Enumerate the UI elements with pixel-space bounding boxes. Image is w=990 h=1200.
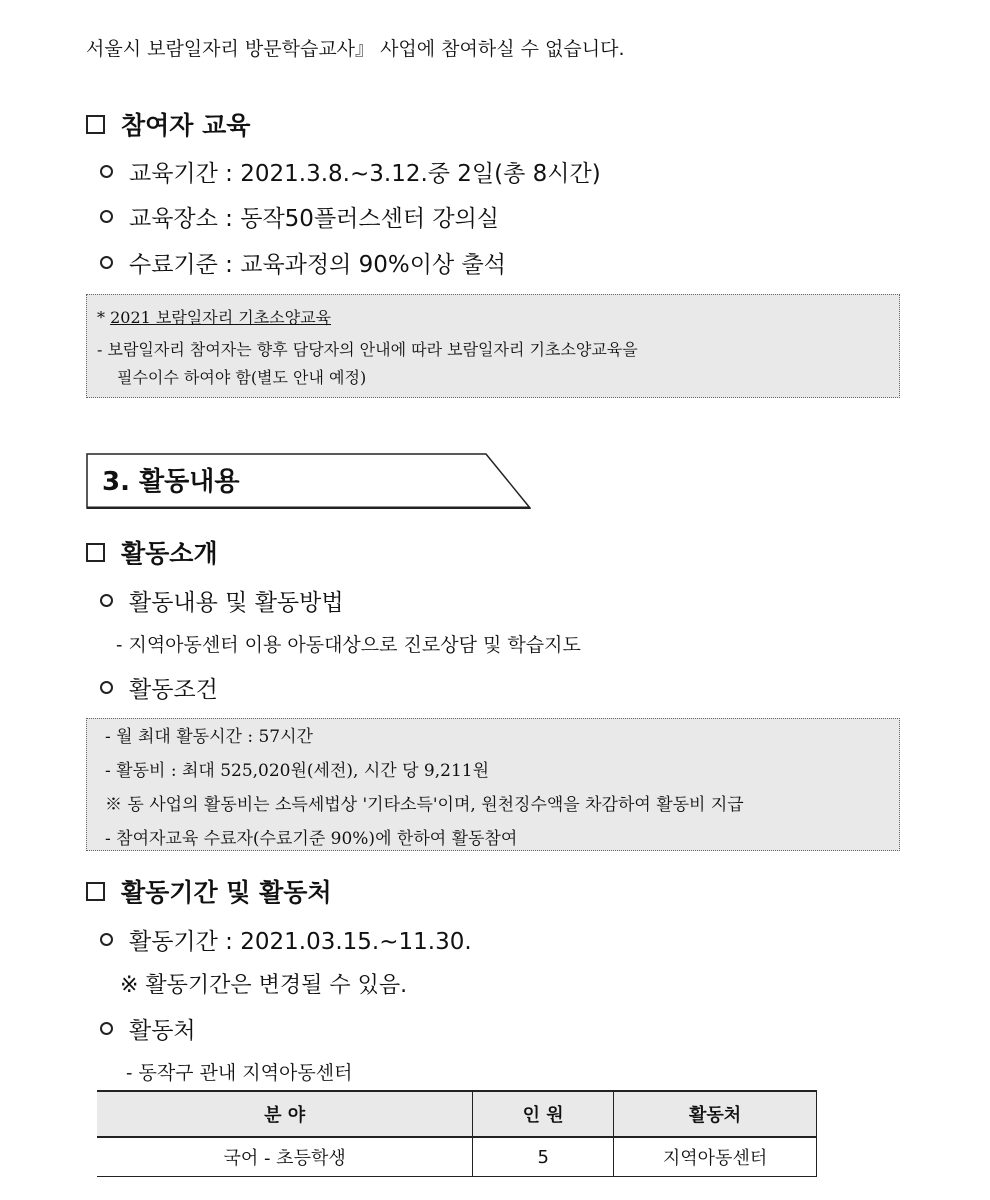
period-place-heading-label: 활동기간 및 활동처	[121, 878, 332, 907]
table-cell-field: 국어 - 초등학생	[97, 1137, 473, 1177]
circle-bullet-icon	[100, 594, 113, 607]
intro-text: 서울시 보람일자리 방문학습교사』 사업에 참여하실 수 없습니다.	[86, 38, 625, 60]
education-place	[100, 200, 499, 233]
circle-bullet-icon	[100, 681, 113, 694]
checkbox-icon	[86, 543, 105, 562]
activity-content-label: 활동내용 및 활동방법	[129, 590, 344, 616]
checkbox-icon	[86, 882, 105, 901]
table-cell-place: 지역아동센터	[614, 1137, 817, 1177]
table-header-count: 인 원	[473, 1091, 614, 1137]
activity-place	[100, 1012, 196, 1045]
checkbox-icon	[86, 115, 105, 134]
table-header-field: 분 야	[97, 1091, 473, 1137]
education-note-box	[86, 294, 900, 398]
circle-bullet-icon	[100, 210, 113, 223]
circle-bullet-icon	[100, 165, 113, 178]
activity-content-detail: - 지역아동센터 이용 아동대상으로 진로상담 및 학습지도	[116, 634, 581, 656]
activity-place-table	[97, 1090, 817, 1177]
education-criteria	[100, 246, 506, 279]
activity-place-detail: - 동작구 관내 지역아동센터	[126, 1062, 353, 1084]
table-row	[97, 1137, 817, 1177]
activity-conditions	[100, 671, 218, 704]
section-tab	[86, 453, 531, 509]
education-criteria-text: 수료기준 : 교육과정의 90%이상 출석	[129, 252, 506, 278]
activity-heading-label: 활동소개	[121, 539, 218, 568]
section-title: 3. 활동내용	[102, 467, 240, 497]
education-note-title	[97, 305, 331, 328]
education-note-line: - 보람일자리 참여자는 향후 담당자의 안내에 따라 보람일자리 기초소양교육을	[97, 340, 638, 359]
period-notice: ※ 활동기간은 변경될 수 있음.	[120, 973, 408, 998]
table-header-row	[97, 1091, 817, 1137]
education-period	[100, 155, 601, 188]
circle-bullet-icon	[100, 1022, 113, 1035]
activity-place-label: 활동처	[129, 1018, 196, 1044]
period-place-heading	[86, 873, 332, 909]
education-heading-label: 참여자 교육	[121, 111, 251, 140]
table-header-place: 활동처	[614, 1091, 817, 1137]
education-place-text: 교육장소 : 동작50플러스센터 강의실	[129, 206, 500, 232]
activity-content	[100, 584, 344, 617]
condition-line: - 월 최대 활동시간 : 57시간	[105, 727, 313, 747]
circle-bullet-icon	[100, 256, 113, 269]
education-heading	[86, 106, 250, 142]
conditions-box	[86, 718, 900, 851]
activity-period-text: 활동기간 : 2021.03.15.~11.30.	[129, 929, 472, 955]
condition-line: - 참여자교육 수료자(수료기준 90%)에 한하여 활동참여	[105, 829, 518, 849]
note-asterisk: *	[97, 308, 111, 327]
education-note-line: 필수이수 하여야 함(별도 안내 예정)	[117, 368, 367, 387]
activity-conditions-label: 활동조건	[129, 677, 218, 703]
activity-heading	[86, 534, 218, 570]
activity-period	[100, 923, 472, 956]
note-title-text: 2021 보람일자리 기초소양교육	[110, 308, 332, 327]
condition-line: ※ 동 사업의 활동비는 소득세법상 '기타소득'이며, 원천징수액을 차감하여 활동비 지급	[105, 795, 744, 815]
circle-bullet-icon	[100, 933, 113, 946]
condition-line: - 활동비 : 최대 525,020원(세전), 시간 당 9,211원	[105, 761, 489, 781]
table-cell-count: 5	[473, 1137, 614, 1177]
education-period-text: 교육기간 : 2021.3.8.~3.12.중 2일(총 8시간)	[129, 161, 601, 187]
